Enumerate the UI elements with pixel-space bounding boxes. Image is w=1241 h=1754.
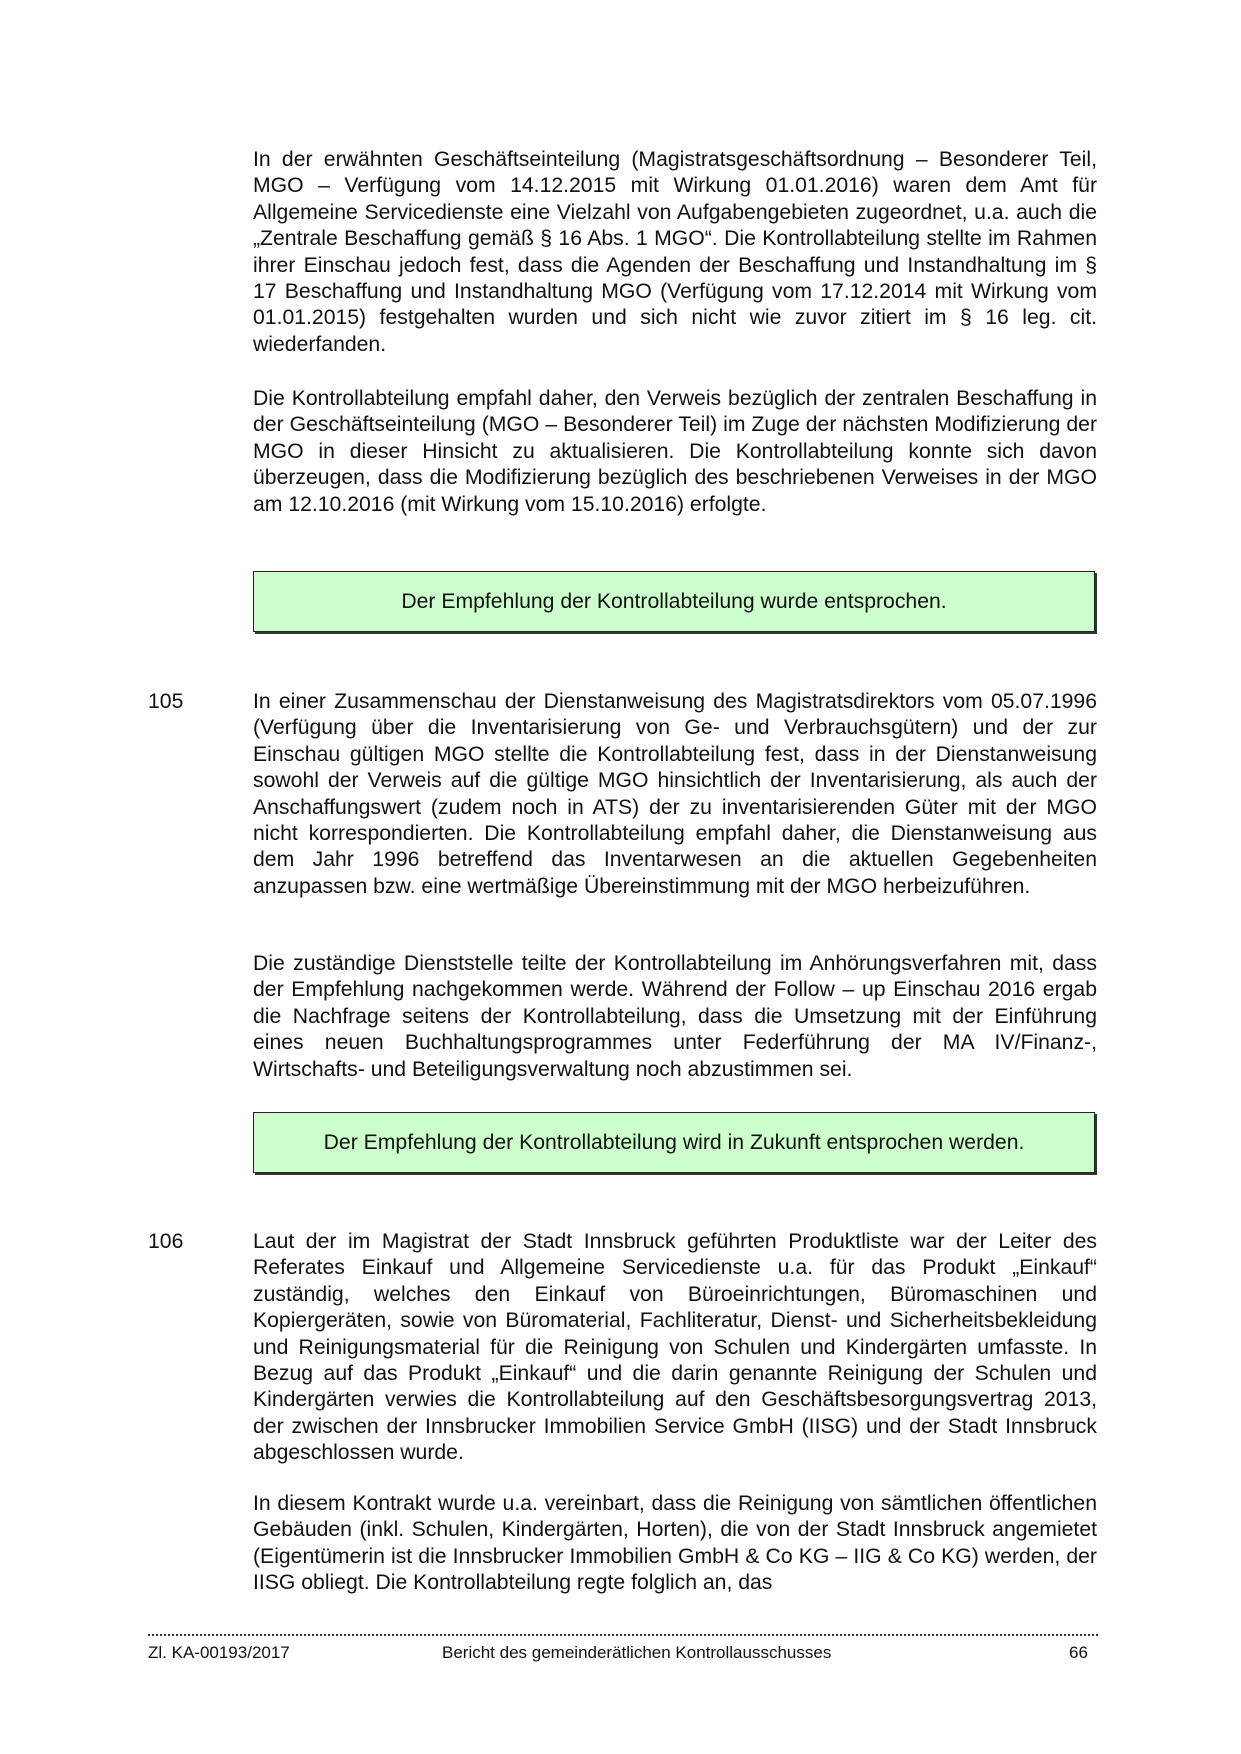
footer-divider xyxy=(148,1634,1098,1636)
paragraph-geschaeftseinteilung: In der erwähnten Geschäftseinteilung (Magistratsgeschäftsordnung – Besonderer Teil, MGO – Verfügung vom 14.12.2015 mit Wirkung 01.01.2016) waren dem Amt für Allgemeine Servicedienste eine Vielzahl von Aufgabengebieten zugeordnet, u.a. auch die „Zentrale Beschaffung gemäß § 16 Abs. 1 MGO“. Die Kontrollabteilung stellte im Rahmen ihrer Einschau jedoch fest, dass die Agenden der Beschaffung und Instandhaltung im § 17 Beschaffung und Instandhaltung MGO (Verfügung vom 17.12.2014 mit Wirkung vom 01.01.2015) festgehalten wurden und sich nicht wie zuvor zitiert im § 16 leg. cit. wiederfanden. xyxy=(253,148,1097,356)
section-number-105: 105 xyxy=(148,690,184,713)
footer-reference: Zl. KA-00193/2017 xyxy=(148,1643,290,1662)
footer-page-number: 66 xyxy=(1069,1643,1088,1662)
paragraph-empfehlung-verweis: Die Kontrollabteilung empfahl daher, den Verweis bezüglich der zentralen Beschaffung in der Geschäftseinteilung (MGO – Besonderer Teil) im Zuge der nächsten Modifizierung der MGO in dieser Hinsicht zu aktualisieren. Die Kontrollabteilung konnte sich davon überzeugen, dass die Modifizierung bezüglich des beschriebenen Verweises in der MGO am 12.10.2016 (mit Wirkung vom 15.10.2016) erfolgte. xyxy=(253,387,1097,516)
recommendation-status-box: Der Empfehlung der Kontrollabteilung wird in Zukunft entsprochen werden. xyxy=(253,1112,1095,1173)
paragraph-produktliste: Laut der im Magistrat der Stadt Innsbruck geführten Produktliste war der Leiter des Referates Einkauf und Allgemeine Servicedienste u.a. für das Produkt „Einkauf“ zuständig, welches den Einkauf von Büroeinrichtungen, Büromaschinen und Kopiergeräten, sowie von Büromaterial, Fachliteratur, Dienst- und Sicherheitsbekleidung und Reinigungsmaterial für die Reinigung von Schulen und Kindergärten umfasste. In Bezug auf das Produkt „Einkauf“ und die darin genannte Reinigung der Schulen und Kindergärten verwies die Kontrollabteilung auf den Geschäftsbesorgungsvertrag 2013, der zwischen der Innsbrucker Immobilien Service GmbH (IISG) und der Stadt Innsbruck abgeschlossen wurde. xyxy=(253,1230,1097,1465)
section-number-106: 106 xyxy=(148,1230,184,1253)
paragraph-dienstanweisung: In einer Zusammenschau der Dienstanweisung des Magistratsdirektors vom 05.07.1996 (Verfügung über die Inventarisierung von Ge- und Verbrauchsgütern) und der zur Einschau gültigen MGO stellte die Kontrollabteilung fest, dass in der Dienstanweisung sowohl der Verweis auf die gültige MGO hinsichtlich der Inventarisierung, als auch der Anschaffungswert (zudem noch in ATS) der zu inventarisierenden Güter mit der MGO nicht korrespondierten. Die Kontrollabteilung empfahl daher, die Dienstanweisung aus dem Jahr 1996 betreffend das Inventarwesen an die aktuellen Gegebenheiten anzupassen bzw. eine wertmäßige Übereinstimmung mit der MGO herbeizuführen. xyxy=(253,690,1097,898)
recommendation-status-box: Der Empfehlung der Kontrollabteilung wurde entsprochen. xyxy=(253,571,1095,632)
paragraph-anhoerungsverfahren: Die zuständige Dienststelle teilte der Kontrollabteilung im Anhörungsverfahren mit, dass der Empfehlung nachgekommen werde. Während der Follow – up Einschau 2016 ergab die Nachfrage seitens der Kontrollabteilung, dass die Umsetzung mit der Einführung eines neuen Buchhaltungsprogrammes unter Federführung der MA IV/Finanz-, Wirtschafts- und Beteiligungsverwaltung noch abzustimmen sei. xyxy=(253,952,1097,1081)
paragraph-kontrakt: In diesem Kontrakt wurde u.a. vereinbart, dass die Reinigung von sämtlichen öffentlichen Gebäuden (inkl. Schulen, Kindergärten, Horten), die von der Stadt Innsbruck angemietet (Eigentümerin ist die Innsbrucker Immobilien GmbH & Co KG – IIG & Co KG) werden, der IISG obliegt. Die Kontrollabteilung regte folglich an, das xyxy=(253,1492,1097,1595)
footer-report-title: Bericht des gemeinderätlichen Kontrollausschusses xyxy=(442,1643,832,1662)
